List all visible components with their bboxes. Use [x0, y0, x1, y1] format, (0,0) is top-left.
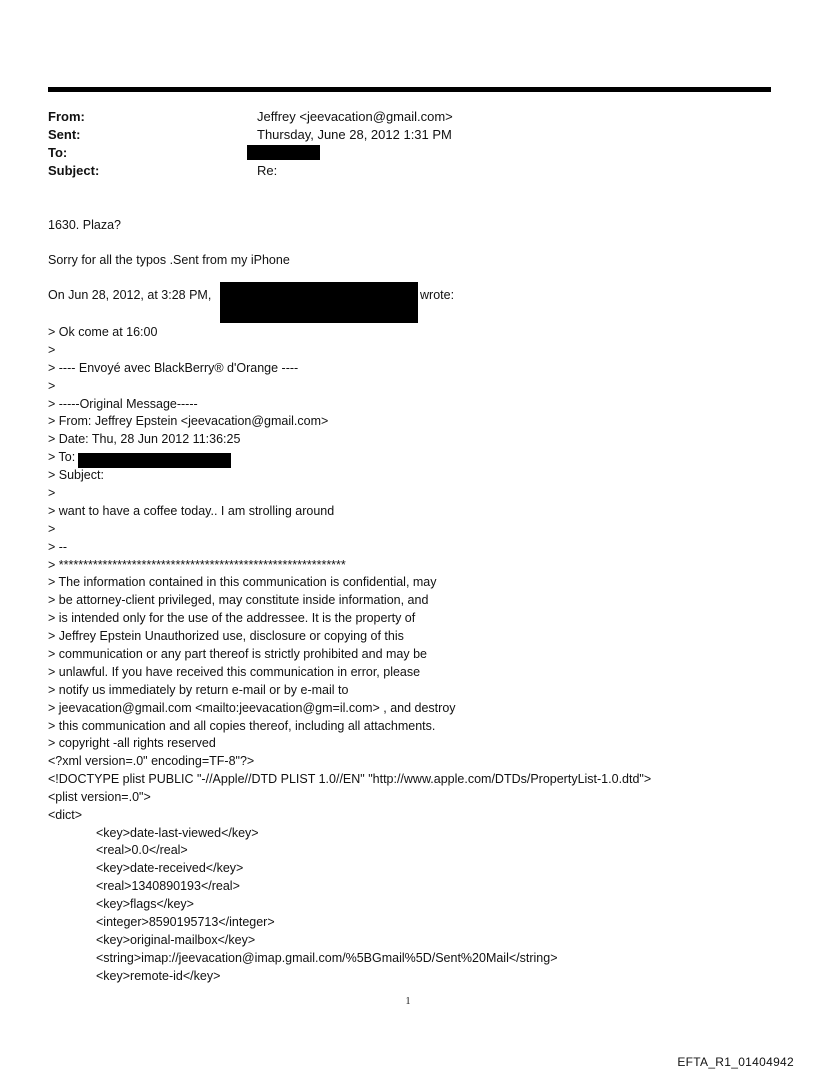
quoted-line: > jeevacation@gmail.com <mailto:jeevacation@gm=il.com> , and destroy — [48, 700, 456, 715]
quoted-line: > From: Jeffrey Epstein <jeevacation@gmail.com> — [48, 414, 329, 429]
wrote-prefix: On Jun 28, 2012, at 3:28 PM, — [48, 288, 212, 302]
plist-indented-line: <real>1340890193</real> — [96, 879, 240, 894]
reply-line-1: 1630. Plaza? — [48, 218, 121, 232]
plist-block — [48, 753, 651, 986]
quoted-line: > — [48, 342, 56, 357]
quoted-line: > — [48, 486, 56, 501]
plist-line: <dict> — [48, 807, 83, 822]
plist-indented-line: <string>imap://jeevacation@imap.gmail.com/%5BGmail%5D/Sent%20Mail</string> — [96, 950, 558, 965]
plist-indented-line: <key>original-mailbox</key> — [96, 932, 256, 947]
quoted-message — [48, 324, 456, 753]
subject-label: Subject: — [48, 163, 100, 178]
quoted-line: > copyright -all rights reserved — [48, 736, 216, 751]
quoted-line: > want to have a coffee today.. I am strolling around — [48, 503, 335, 518]
quoted-line: > *********************************************************** — [48, 557, 346, 572]
quoted-line: > Ok come at 16:00 — [48, 325, 158, 339]
from-value: Jeffrey <jeevacation@gmail.com> — [257, 109, 453, 124]
quoted-line: > be attorney-client privileged, may constitute inside information, and — [48, 593, 429, 608]
plist-indented-line: <key>remote-id</key> — [96, 968, 221, 983]
plist-indented-line: <key>flags</key> — [96, 897, 194, 912]
quoted-line: > Date: Thu, 28 Jun 2012 11:36:25 — [48, 432, 241, 447]
quoted-line: > communication or any part thereof is strictly prohibited and may be — [48, 647, 428, 662]
plist-indented-line: <integer>8590195713</integer> — [96, 915, 275, 930]
document-id: EFTA_R1_01404942 — [677, 1055, 794, 1069]
reply-line-2: Sorry for all the typos .Sent from my iPhone — [48, 253, 290, 267]
quoted-line: > Subject: — [48, 468, 104, 483]
plist-indented-line: <key>date-last-viewed</key> — [96, 825, 259, 840]
to-label: To: — [48, 145, 68, 160]
quoted-line: > is intended only for the use of the addressee. It is the property of — [48, 611, 416, 626]
plist-indented-line: <real>0.0</real> — [96, 843, 188, 858]
wrote-suffix: wrote: — [420, 288, 455, 302]
quoted-line: > To: — [48, 450, 76, 465]
sent-label: Sent: — [48, 127, 81, 142]
plist-line: <?xml version=.0" encoding=TF-8"?> — [48, 754, 255, 768]
quoted-line: > -----Original Message----- — [48, 396, 198, 411]
quoted-line: > The information contained in this communication is confidential, may — [48, 575, 437, 590]
quoted-line: > unlawful. If you have received this communication in error, please — [48, 664, 421, 679]
from-label: From: — [48, 109, 85, 124]
quoted-line: > — [48, 521, 56, 536]
quoted-to-redaction — [78, 453, 231, 468]
sent-value: Thursday, June 28, 2012 1:31 PM — [257, 127, 452, 142]
header-rule — [48, 87, 771, 92]
to-redaction — [247, 145, 320, 160]
plist-indented-line: <key>date-received</key> — [96, 861, 244, 876]
plist-line: <!DOCTYPE plist PUBLIC "-//Apple//DTD PLIST 1.0//EN" "http://www.apple.com/DTDs/PropertyList-1.0.dtd"> — [48, 771, 652, 786]
quoted-line: > — [48, 378, 56, 393]
page-number: 1 — [405, 996, 411, 1007]
quoted-line: > Jeffrey Epstein Unauthorized use, disclosure or copying of this — [48, 629, 404, 644]
subject-value: Re: — [257, 163, 278, 178]
quoted-line: > ---- Envoyé avec BlackBerry® d'Orange ---- — [48, 360, 299, 375]
sender-redaction — [220, 282, 418, 323]
plist-line: <plist version=.0"> — [48, 789, 151, 804]
quoted-line: > this communication and all copies thereof, including all attachments. — [48, 718, 436, 733]
quoted-line: > notify us immediately by return e-mail or by e-mail to — [48, 682, 349, 697]
quoted-line: > -- — [48, 539, 68, 554]
